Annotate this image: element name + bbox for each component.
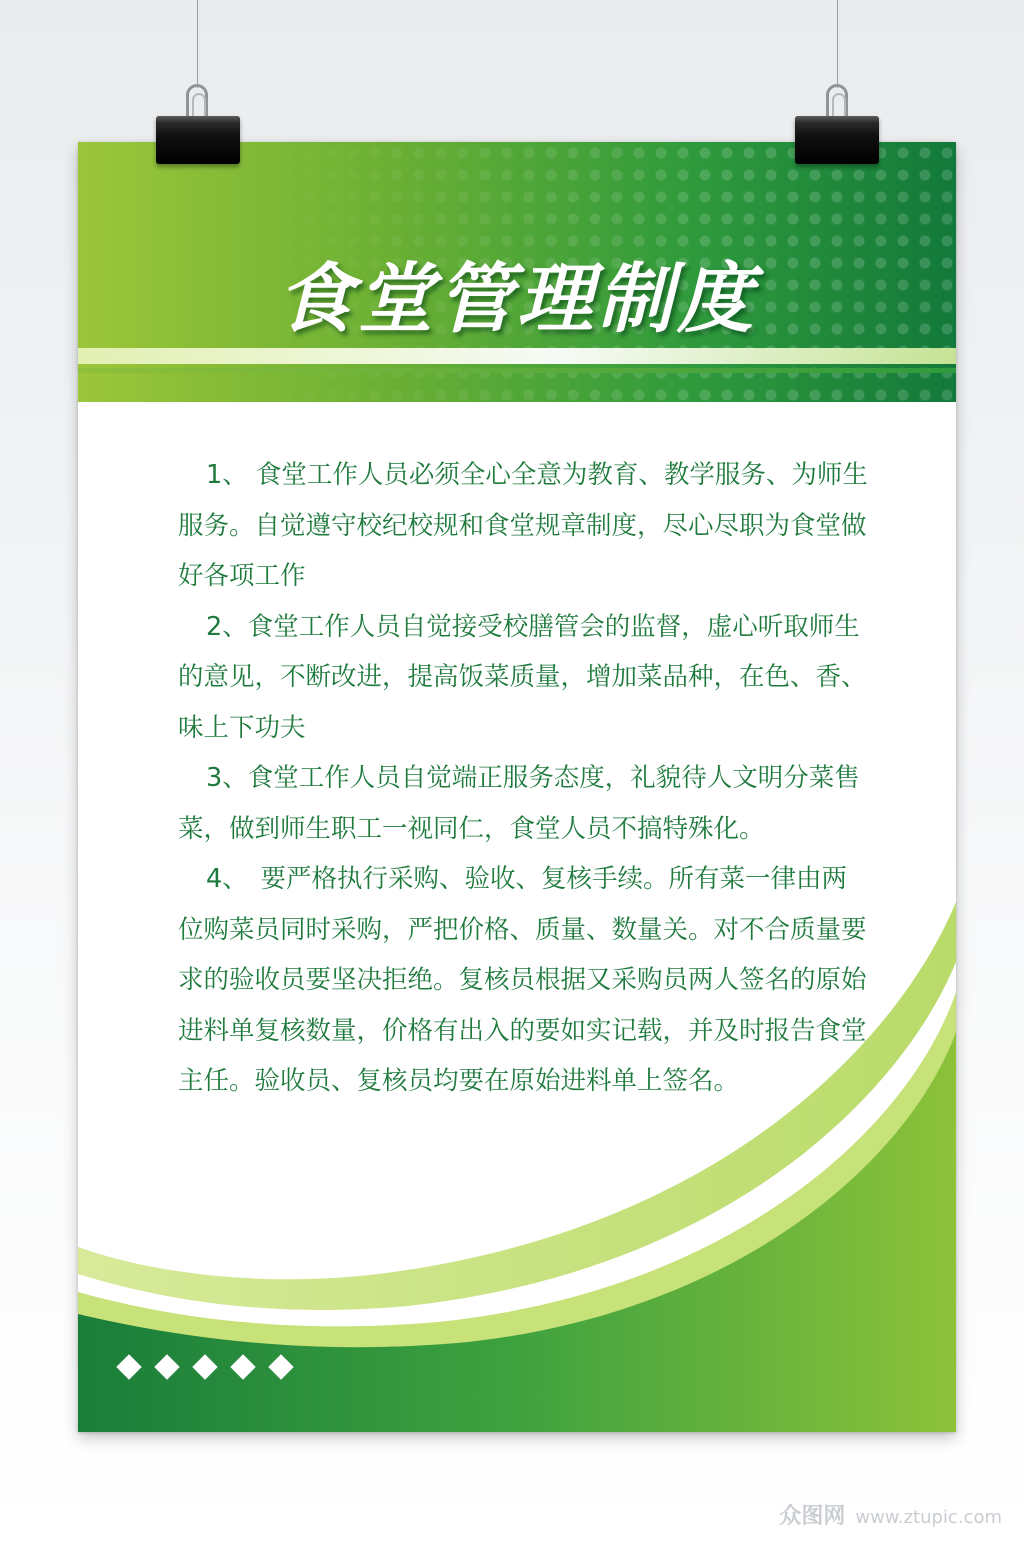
- diamond-icon: [192, 1354, 217, 1379]
- header-stripe: [78, 348, 956, 364]
- watermark-brand: 众图网: [779, 1504, 846, 1529]
- poster-title: 食堂管理制度: [277, 254, 757, 343]
- rules-content: [178, 450, 868, 1107]
- rule-paragraph: 1、 食堂工作人员必须全心全意为教育、教学服务、为师生服务。自觉遵守校纪校规和食堂规章制度，尽心尽职为食堂做好各项工作: [178, 460, 868, 591]
- binder-clip-ring-right: [826, 84, 848, 118]
- poster: [78, 142, 956, 1432]
- poster-header: [78, 142, 956, 402]
- diamond-icon: [116, 1354, 141, 1379]
- hanging-wire-left: [197, 0, 198, 88]
- binder-clip-left: [156, 116, 240, 164]
- watermark: [779, 1499, 1002, 1530]
- header-stripe-thin: [78, 368, 956, 373]
- watermark-site: www.ztupic.com: [855, 1507, 1002, 1528]
- binder-clip-right: [795, 116, 879, 164]
- rule-paragraph: 2、食堂工作人员自觉接受校膳管会的监督，虚心听取师生的意见，不断改进，提高饭菜质量，增加菜品种，在色、香、味上下功夫: [178, 611, 867, 743]
- rule-paragraph: 3、食堂工作人员自觉端正服务态度，礼貌待人文明分菜售菜，做到师生职工一视同仁，食堂人员不搞特殊化。: [178, 763, 860, 844]
- diamond-decoration: [120, 1358, 310, 1388]
- hanging-wire-right: [837, 0, 838, 88]
- diamond-icon: [268, 1354, 293, 1379]
- diamond-icon: [154, 1354, 179, 1379]
- binder-clip-ring-left: [186, 84, 208, 118]
- rule-paragraph: 4、 要严格执行采购、验收、复核手续。所有菜一律由两位购菜员同时采购，严把价格、质量、数量关。对不合质量要求的验收员要坚决拒绝。复核员根据又采购员两人签名的原始进料单复核数量，价格有出入的要如实记载，并及时报告食堂主任。验收员、复核员均要在原始进料单上签名。: [178, 864, 867, 1096]
- diamond-icon: [230, 1354, 255, 1379]
